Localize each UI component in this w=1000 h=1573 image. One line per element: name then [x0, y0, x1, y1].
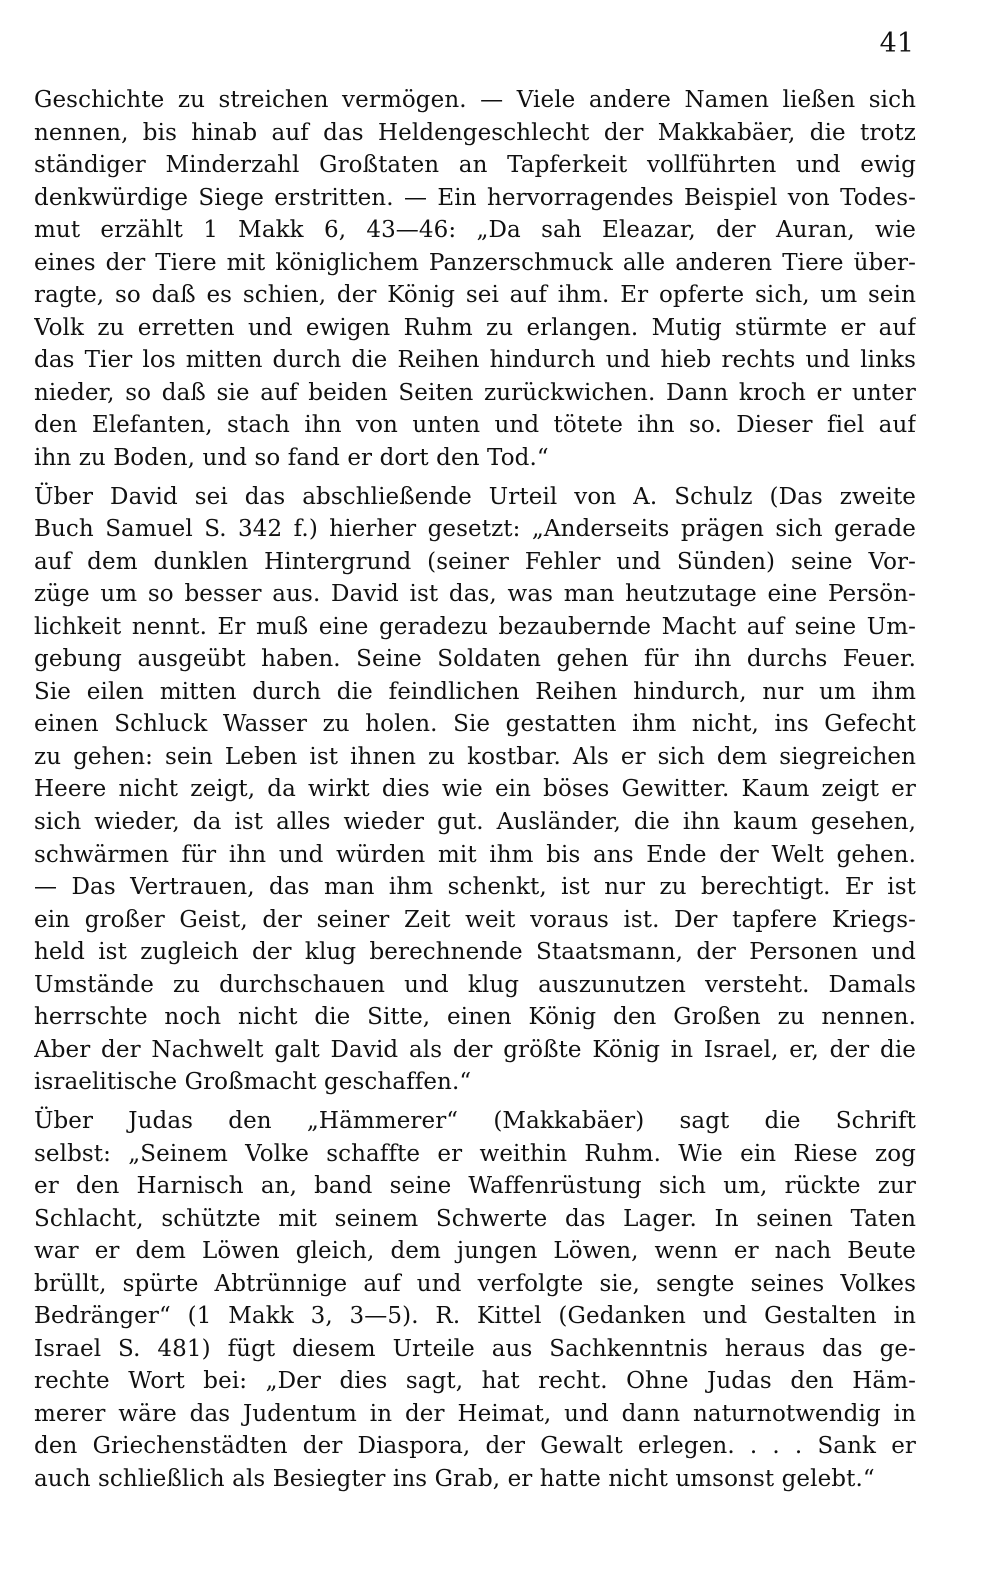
text-line: ständiger Minderzahl Großtaten an Tapferkeit vollführten und ewig: [34, 152, 916, 179]
page-number: 41: [879, 28, 914, 59]
paragraph-1: [34, 84, 916, 475]
text-line: — Das Vertrauen, das man ihm schenkt, ist nur zu berechtigt. Er ist: [34, 874, 916, 901]
text-line: das Tier los mitten durch die Reihen hindurch und hieb rechts und links: [34, 347, 916, 374]
text-line: Über Judas den „Hämmerer“ (Makkabäer) sagt die Schrift: [34, 1107, 916, 1134]
text-line: Aber der Nachwelt galt David als der größte König in Israel, er, der die: [34, 1036, 916, 1063]
text-line: held ist zugleich der klug berechnende Staatsmann, der Personen und: [34, 939, 916, 966]
text-line: Umstände zu durchschauen und klug auszunutzen versteht. Damals: [34, 971, 916, 998]
text-line: den Elefanten, stach ihn von unten und tötete ihn so. Dieser fiel auf: [34, 412, 916, 439]
text-line: gebung ausgeübt haben. Seine Soldaten gehen für ihn durchs Feuer.: [34, 646, 916, 673]
text-line: Bedränger“ (1 Makk 3, 3—5). R. Kittel (Gedanken und Gestalten in: [34, 1303, 916, 1330]
text-line: Schlacht, schützte mit seinem Schwerte das Lager. In seinen Taten: [34, 1205, 916, 1232]
text-line: Geschichte zu streichen vermögen. — Viele andere Namen ließen sich: [34, 87, 916, 113]
text-line: auch schließlich als Besiegter ins Grab, er hatte nicht umsonst gelebt.“: [34, 1465, 875, 1492]
text-line: ein großer Geist, der seiner Zeit weit voraus ist. Der tapfere Kriegs-: [34, 906, 916, 933]
text-line: Volk zu erretten und ewigen Ruhm zu erlangen. Mutig stürmte er auf: [34, 314, 916, 341]
paragraph-3: [34, 1105, 916, 1496]
text-line: ihn zu Boden, und so fand er dort den Tod.“: [34, 445, 549, 472]
paragraph-2: [34, 481, 916, 1099]
text-line: den Griechenstädten der Diaspora, der Gewalt erlegen. . . . Sank er: [34, 1433, 916, 1460]
text-line: ragte, so daß es schien, der König sei auf ihm. Er opferte sich, um sein: [34, 282, 916, 309]
text-line: Über David sei das abschließende Urteil von A. Schulz (Das zweite: [34, 483, 916, 510]
text-line: schwärmen für ihn und würden mit ihm bis ans Ende der Welt gehen.: [34, 841, 916, 868]
text-line: sich wieder, da ist alles wieder gut. Ausländer, die ihn kaum gesehen,: [34, 809, 916, 836]
text-line: herrschte noch nicht die Sitte, einen König den Großen zu nennen.: [34, 1004, 916, 1031]
text-line: nennen, bis hinab auf das Heldengeschlecht der Makkabäer, die trotz: [34, 119, 916, 146]
text-line: einen Schluck Wasser zu holen. Sie gestatten ihm nicht, ins Gefecht: [34, 711, 916, 738]
text-line: Heere nicht zeigt, da wirkt dies wie ein böses Gewitter. Kaum zeigt er: [34, 776, 916, 803]
text-line: denkwürdige Siege erstritten. — Ein hervorragendes Beispiel von Todes-: [34, 184, 916, 211]
body-text: [34, 84, 916, 1496]
text-line: merer wäre das Judentum in der Heimat, und dann naturnotwendig in: [34, 1400, 916, 1427]
text-line: war er dem Löwen gleich, dem jungen Löwen, wenn er nach Beute: [34, 1238, 916, 1265]
text-line: Sie eilen mitten durch die feindlichen Reihen hindurch, nur um ihm: [34, 678, 916, 705]
text-line: rechte Wort bei: „Der dies sagt, hat recht. Ohne Judas den Häm-: [34, 1368, 916, 1395]
text-line: auf dem dunklen Hintergrund (seiner Fehler und Sünden) seine Vor-: [34, 548, 916, 575]
text-line: brüllt, spürte Abtrünnige auf und verfolgte sie, sengte seines Volkes: [34, 1270, 916, 1297]
text-line: züge um so besser aus. David ist das, was man heutzutage eine Persön-: [34, 581, 916, 608]
text-line: selbst: „Seinem Volke schaffte er weithin Ruhm. Wie ein Riese zog: [34, 1140, 916, 1167]
text-line: israelitische Großmacht geschaffen.“: [34, 1069, 472, 1096]
text-line: zu gehen: sein Leben ist ihnen zu kostbar. Als er sich dem siegreichen: [34, 743, 916, 770]
text-line: Israel S. 481) fügt diesem Urteile aus Sachkenntnis heraus das ge-: [34, 1335, 916, 1362]
text-line: nieder, so daß sie auf beiden Seiten zurückwichen. Dann kroch er unter: [34, 379, 916, 406]
text-line: mut erzählt 1 Makk 6, 43—46: „Da sah Eleazar, der Auran, wie: [34, 217, 916, 244]
text-line: eines der Tiere mit königlichem Panzerschmuck alle anderen Tiere über-: [34, 249, 916, 276]
text-line: Buch Samuel S. 342 f.) hierher gesetzt: „Anderseits prägen sich gerade: [34, 516, 916, 543]
text-line: lichkeit nennt. Er muß eine geradezu bezaubernde Macht auf seine Um-: [34, 613, 916, 640]
text-line: er den Harnisch an, band seine Waffenrüstung sich um, rückte zur: [34, 1173, 916, 1200]
